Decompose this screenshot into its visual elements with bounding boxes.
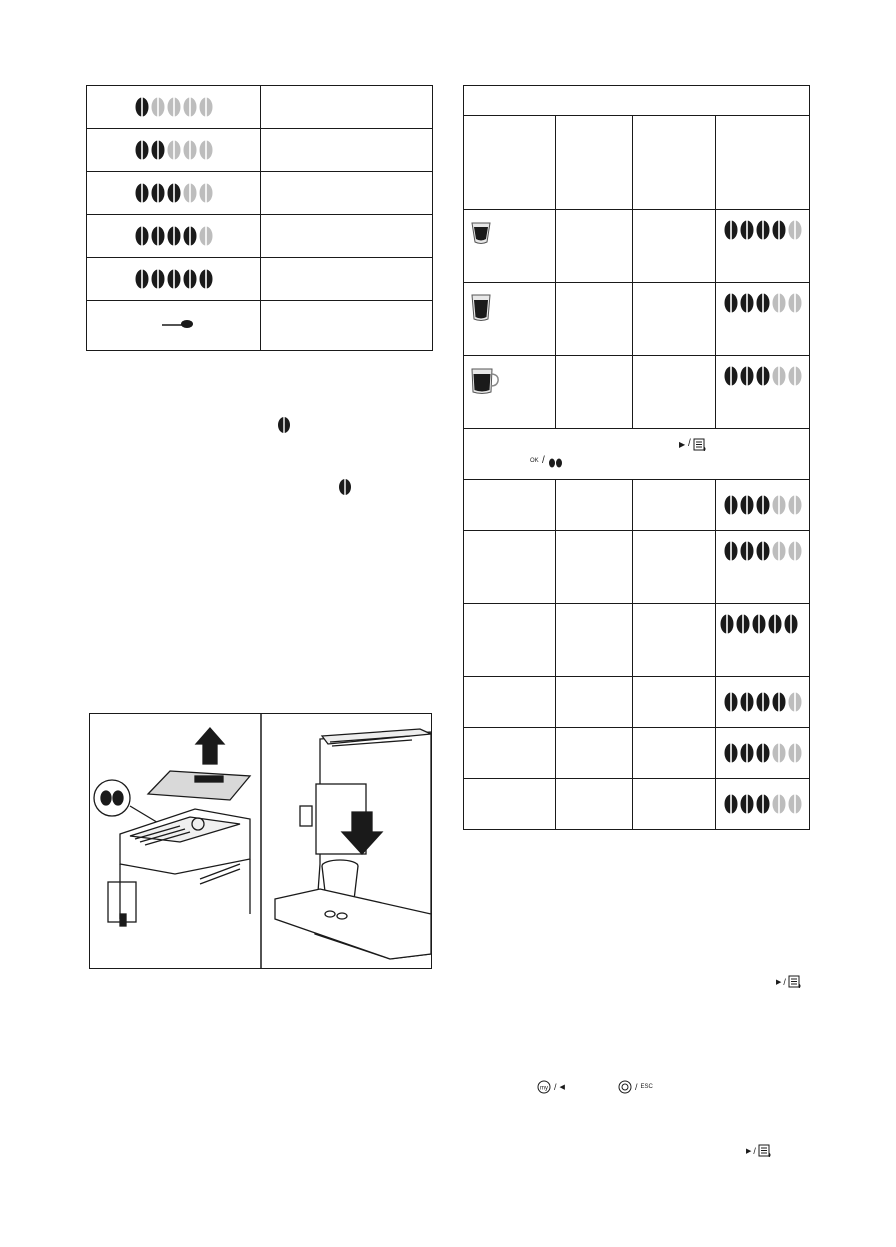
aroma-beans (720, 614, 809, 634)
inline-icon-group (746, 1144, 772, 1157)
aroma-desc-cell (261, 129, 433, 172)
table-cell (633, 779, 716, 830)
aroma-beans (87, 140, 260, 160)
mug-icon (470, 366, 500, 396)
table-cell (633, 677, 716, 728)
aroma-desc-cell (261, 258, 433, 301)
dark-bean-icon (740, 794, 754, 814)
table-cell (464, 480, 556, 531)
light-bean-icon (167, 140, 181, 160)
light-bean-icon (183, 183, 197, 203)
light-bean-icon (788, 366, 802, 386)
aroma-cell (716, 210, 810, 283)
dark-bean-icon (756, 495, 770, 515)
dark-bean-icon (724, 541, 738, 561)
light-bean-icon (788, 743, 802, 763)
aroma-desc-cell (261, 215, 433, 258)
dark-bean-icon (740, 220, 754, 240)
dark-bean-icon (740, 541, 754, 561)
beverage-icon-cell (464, 210, 556, 283)
table-cell (464, 728, 556, 779)
aroma-cell (716, 728, 810, 779)
header-cell (464, 116, 556, 210)
aroma-beans (87, 97, 260, 117)
aroma-cell (87, 172, 261, 215)
menu-page-icon (788, 975, 802, 988)
table-cell (556, 480, 633, 531)
light-bean-icon (772, 541, 786, 561)
light-bean-icon (788, 495, 802, 515)
back-arrow-icon: ◀ (559, 1084, 565, 1091)
dark-bean-icon (756, 692, 770, 712)
dark-bean-icon (724, 293, 738, 313)
my-label: my (540, 1085, 548, 1092)
light-bean-icon (788, 541, 802, 561)
slash-separator: / (753, 1145, 756, 1156)
beverage-icon-cell (464, 283, 556, 356)
light-bean-icon (199, 140, 213, 160)
dark-bean-icon (151, 269, 165, 289)
aroma-strength-table (86, 85, 433, 351)
aroma-cell (87, 215, 261, 258)
dark-bean-icon (151, 226, 165, 246)
table-cell (633, 728, 716, 779)
note-cell (464, 429, 810, 480)
dark-bean-icon (724, 692, 738, 712)
dark-bean-icon (135, 183, 149, 203)
aroma-cell (87, 86, 261, 129)
table-cell (633, 531, 716, 604)
dark-bean-icon (740, 743, 754, 763)
machine-drawing (90, 714, 431, 968)
table-cell (556, 210, 633, 283)
dark-bean-icon (740, 366, 754, 386)
dark-bean-icon (151, 140, 165, 160)
aroma-cell (716, 480, 810, 531)
my-button-icon (537, 1080, 551, 1094)
play-icon: ▶ (776, 978, 782, 986)
aroma-cell (716, 604, 810, 677)
lid-removal-panel (94, 728, 250, 926)
dark-bean-icon (740, 293, 754, 313)
table-cell (556, 283, 633, 356)
light-bean-icon (151, 97, 165, 117)
machine-illustration (89, 713, 432, 969)
dark-bean-icon (167, 183, 181, 203)
dark-bean-icon (151, 183, 165, 203)
dark-bean-icon (183, 269, 197, 289)
aroma-beans (724, 495, 809, 515)
light-bean-icon (788, 220, 802, 240)
dark-bean-icon (756, 743, 770, 763)
inline-icon-group (618, 1080, 653, 1094)
dark-bean-icon (724, 743, 738, 763)
light-bean-icon (788, 692, 802, 712)
dark-bean-icon (183, 226, 197, 246)
table-cell (556, 779, 633, 830)
aroma-beans (724, 541, 809, 561)
beans-icon (548, 458, 564, 468)
dark-bean-icon (756, 293, 770, 313)
pre-ground-cell (87, 301, 261, 351)
aroma-desc-cell (261, 172, 433, 215)
header-cell (716, 116, 810, 210)
dark-bean-icon (135, 140, 149, 160)
dark-bean-icon (135, 226, 149, 246)
aroma-beans (724, 692, 809, 712)
dark-bean-icon (135, 269, 149, 289)
aroma-cell (716, 531, 810, 604)
dark-bean-icon (756, 366, 770, 386)
menu-page-icon (693, 438, 707, 451)
play-icon: ▶ (746, 1147, 752, 1155)
table-cell (633, 283, 716, 356)
light-bean-icon (772, 495, 786, 515)
light-bean-icon (788, 794, 802, 814)
aroma-beans (87, 226, 260, 246)
aroma-cell (716, 283, 810, 356)
esc-label: ESC (640, 1084, 653, 1090)
beverage-settings-table (463, 85, 810, 830)
dark-bean-icon (199, 269, 213, 289)
light-bean-icon (772, 366, 786, 386)
aroma-beans (724, 794, 809, 814)
aroma-beans (724, 366, 809, 386)
light-bean-icon (199, 226, 213, 246)
aroma-beans (87, 183, 260, 203)
slash-separator: / (542, 455, 545, 466)
dark-bean-icon (756, 794, 770, 814)
light-bean-icon (167, 97, 181, 117)
aroma-beans (724, 743, 809, 763)
table-cell (633, 480, 716, 531)
table-cell (633, 604, 716, 677)
slash-separator: / (635, 1082, 638, 1092)
table-cell (556, 356, 633, 429)
table-cell (556, 604, 633, 677)
settings-gear-icon (618, 1080, 632, 1094)
aroma-cell (87, 258, 261, 301)
espresso-cup-icon (470, 220, 492, 246)
table-cell (464, 531, 556, 604)
table-cell (464, 779, 556, 830)
dark-bean-icon (772, 220, 786, 240)
aroma-beans (724, 220, 809, 240)
aroma-desc-cell (261, 301, 433, 351)
table-cell (464, 604, 556, 677)
aroma-cell (716, 779, 810, 830)
table-title-cell (464, 86, 810, 116)
table-cell (633, 356, 716, 429)
dark-bean-icon (740, 692, 754, 712)
dark-bean-icon (772, 692, 786, 712)
ok-label: OK (530, 458, 539, 464)
measuring-spoon-icon (160, 318, 194, 332)
light-bean-icon (183, 97, 197, 117)
dark-bean-icon (736, 614, 750, 634)
dark-bean-icon (724, 220, 738, 240)
aroma-cell (716, 677, 810, 728)
slash-separator: / (783, 976, 786, 987)
slash-separator: / (688, 438, 691, 449)
dark-bean-icon (784, 614, 798, 634)
table-cell (556, 728, 633, 779)
coffee-bean-icon (338, 478, 352, 496)
aroma-beans (87, 269, 260, 289)
aroma-desc-cell (261, 86, 433, 129)
dark-bean-icon (135, 97, 149, 117)
aroma-cell (716, 356, 810, 429)
inline-icon-group (537, 1080, 565, 1094)
inline-icon-group (776, 975, 802, 988)
dark-bean-icon (720, 614, 734, 634)
dark-bean-icon (167, 269, 181, 289)
dark-bean-icon (724, 495, 738, 515)
dark-bean-icon (756, 541, 770, 561)
coffee-bean-icon (277, 416, 291, 434)
table-cell (633, 210, 716, 283)
dark-bean-icon (724, 366, 738, 386)
dispensing-panel (275, 729, 431, 959)
aroma-beans (724, 293, 809, 313)
table-cell (556, 677, 633, 728)
table-cell (464, 677, 556, 728)
coffee-cup-icon (470, 293, 492, 323)
beverage-icon-cell (464, 356, 556, 429)
header-cell (633, 116, 716, 210)
dark-bean-icon (768, 614, 782, 634)
dark-bean-icon (752, 614, 766, 634)
light-bean-icon (772, 293, 786, 313)
play-icon: ▶ (679, 440, 686, 449)
slash-separator: / (554, 1082, 557, 1092)
dark-bean-icon (724, 794, 738, 814)
aroma-cell (87, 129, 261, 172)
table-cell (556, 531, 633, 604)
light-bean-icon (772, 743, 786, 763)
light-bean-icon (199, 183, 213, 203)
light-bean-icon (772, 794, 786, 814)
light-bean-icon (788, 293, 802, 313)
header-cell (556, 116, 633, 210)
menu-page-icon (758, 1144, 772, 1157)
dark-bean-icon (167, 226, 181, 246)
dark-bean-icon (756, 220, 770, 240)
light-bean-icon (183, 140, 197, 160)
dark-bean-icon (740, 495, 754, 515)
light-bean-icon (199, 97, 213, 117)
